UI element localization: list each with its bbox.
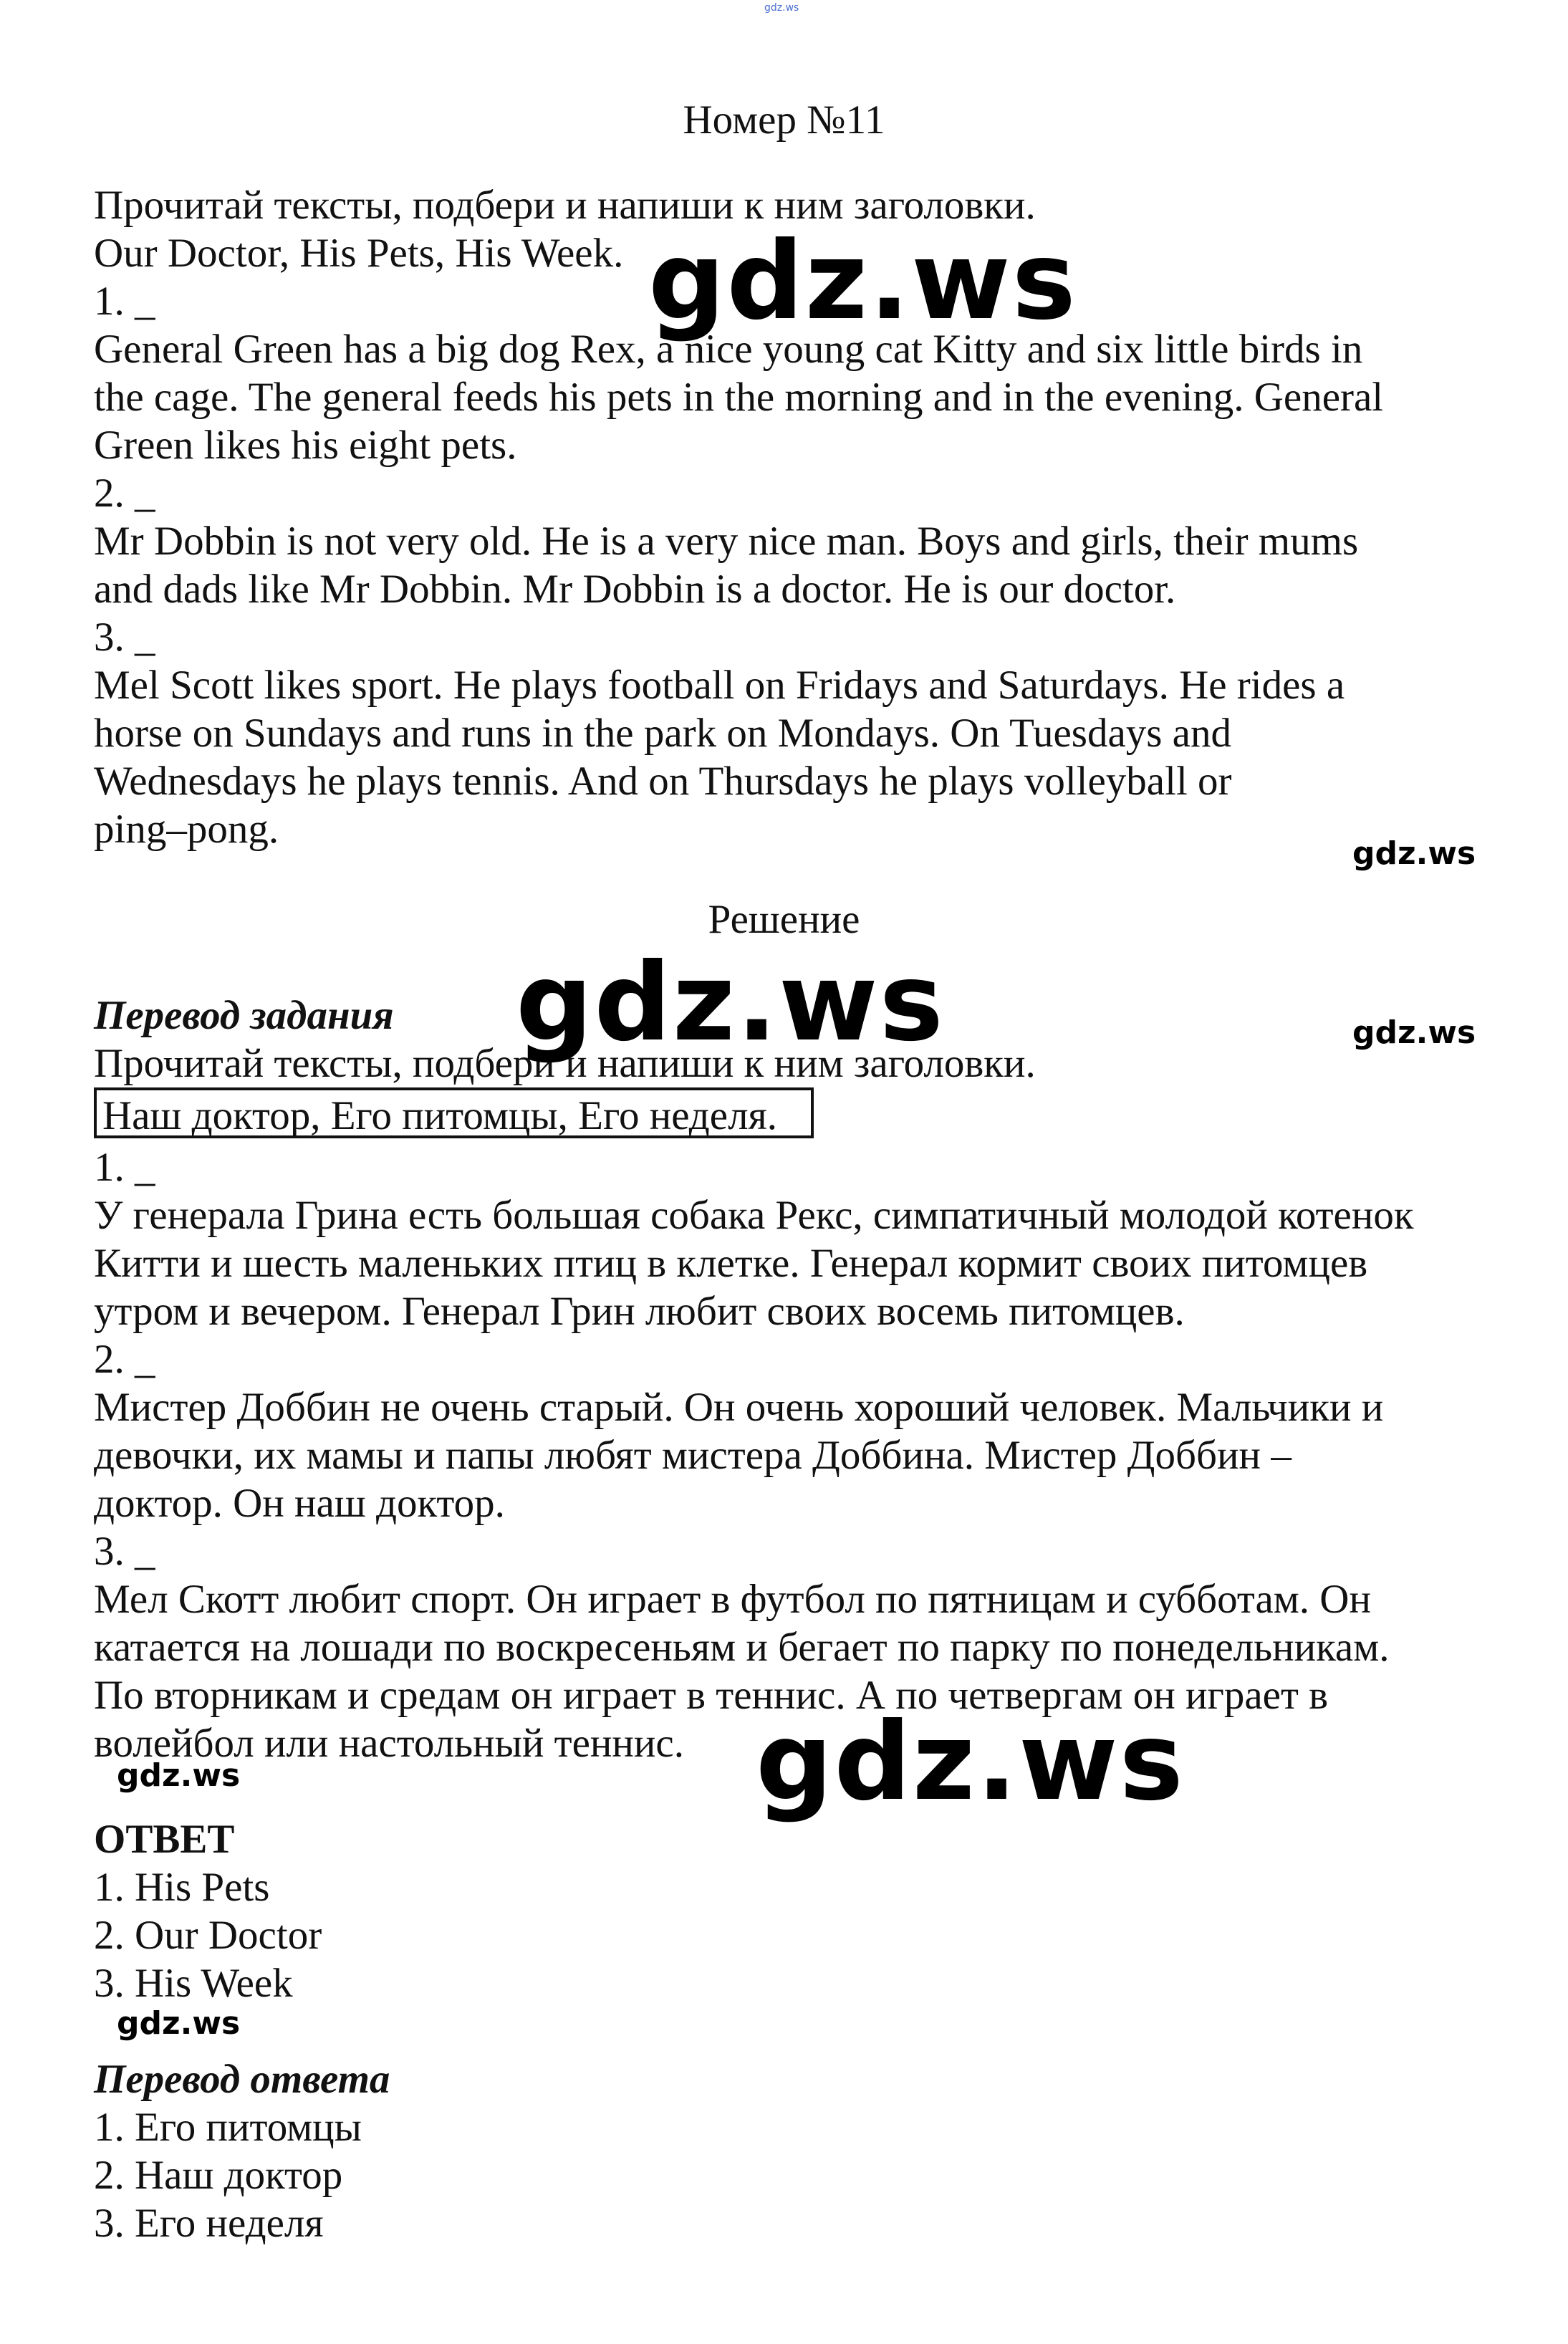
solution-item-2-number: 2. _	[94, 1337, 155, 1382]
watermark-tiny: gdz.ws	[764, 2, 799, 14]
solution-item-1-line-2: Китти и шесть маленьких птиц в клетке. Генерал кормит своих питомцев	[94, 1241, 1368, 1286]
solution-item-3-line-4: волейбол или настольный теннис.	[94, 1721, 684, 1766]
watermark-small-1: gdz.ws	[1352, 835, 1476, 872]
solution-item-1-number: 1. _	[94, 1145, 155, 1190]
answer-item-2: 2. Our Doctor	[94, 1913, 322, 1958]
answer-translation-3: 3. Его неделя	[94, 2201, 324, 2246]
task-item-3-line-1: Mel Scott likes sport. He plays football on Fridays and Saturdays. He rides a	[94, 663, 1345, 708]
task-item-3-line-3: Wednesdays he plays tennis. And on Thursdays he plays volleyball or	[94, 759, 1232, 804]
task-item-3-line-2: horse on Sundays and runs in the park on Mondays. On Tuesdays and	[94, 711, 1231, 756]
solution-item-3-number: 3. _	[94, 1529, 155, 1574]
task-item-1-number: 1. _	[94, 279, 155, 324]
solution-item-3-line-1: Мел Скотт любит спорт. Он играет в футбол по пятницам и субботам. Он	[94, 1577, 1371, 1622]
solution-item-1-line-3: утром и вечером. Генерал Грин любит своих восемь питомцев.	[94, 1289, 1185, 1334]
solution-heading: Решение	[708, 897, 860, 942]
task-item-2-line-2: and dads like Mr Dobbin. Mr Dobbin is a doctor. He is our doctor.	[94, 567, 1176, 612]
solution-item-3-line-3: По вторникам и средам он играет в теннис. А по четвергам он играет в	[94, 1673, 1329, 1718]
watermark-small-4: gdz.ws	[117, 2005, 241, 2042]
task-item-3-number: 3. _	[94, 615, 155, 660]
solution-item-2-line-2: девочки, их мамы и папы любят мистера Доббина. Мистер Доббин –	[94, 1433, 1292, 1478]
solution-item-2-line-3: доктор. Он наш доктор.	[94, 1481, 505, 1526]
solution-item-1-line-1: У генерала Грина есть большая собака Рекс, симпатичный молодой котенок	[94, 1193, 1414, 1238]
translation-heading: Перевод задания	[94, 993, 394, 1038]
task-instruction: Прочитай тексты, подбери и напиши к ним заголовки.	[94, 183, 1036, 228]
answer-translation-1: 1. Его питомцы	[94, 2105, 362, 2150]
watermark-large-3: gdz.ws	[756, 1700, 1185, 1825]
answer-item-1: 1. His Pets	[94, 1865, 270, 1910]
watermark-large-2: gdz.ws	[516, 941, 945, 1065]
answer-item-3: 3. His Week	[94, 1961, 293, 2006]
solution-item-3-line-2: катается на лошади по воскресеньям и бегает по парку по понедельникам.	[94, 1625, 1390, 1670]
task-item-1-line-3: Green likes his eight pets.	[94, 423, 517, 468]
task-item-2-line-1: Mr Dobbin is not very old. He is a very nice man. Boys and girls, their mums	[94, 519, 1359, 564]
solution-item-2-line-1: Мистер Доббин не очень старый. Он очень хороший человек. Мальчики и	[94, 1385, 1384, 1430]
task-options: Our Doctor, His Pets, His Week.	[94, 231, 624, 276]
answer-translation-heading: Перевод ответа	[94, 2057, 390, 2102]
watermark-large-1: gdz.ws	[648, 219, 1077, 344]
page-title: Номер №11	[683, 97, 885, 143]
answer-translation-2: 2. Наш доктор	[94, 2153, 343, 2198]
watermark-small-3: gdz.ws	[117, 1757, 241, 1794]
translation-instruction: Прочитай тексты, подбери и напиши к ним заголовки.	[94, 1041, 1036, 1086]
task-item-1-line-2: the cage. The general feeds his pets in the morning and in the evening. General	[94, 375, 1384, 420]
translation-options-box: Наш доктор, Его питомцы, Его неделя.	[94, 1087, 814, 1138]
task-item-3-line-4: ping–pong.	[94, 807, 279, 852]
task-item-2-number: 2. _	[94, 471, 155, 516]
task-item-1-line-1: General Green has a big dog Rex, a nice young cat Kitty and six little birds in	[94, 327, 1363, 372]
watermark-small-2: gdz.ws	[1352, 1014, 1476, 1051]
answer-heading: ОТВЕТ	[94, 1817, 235, 1862]
